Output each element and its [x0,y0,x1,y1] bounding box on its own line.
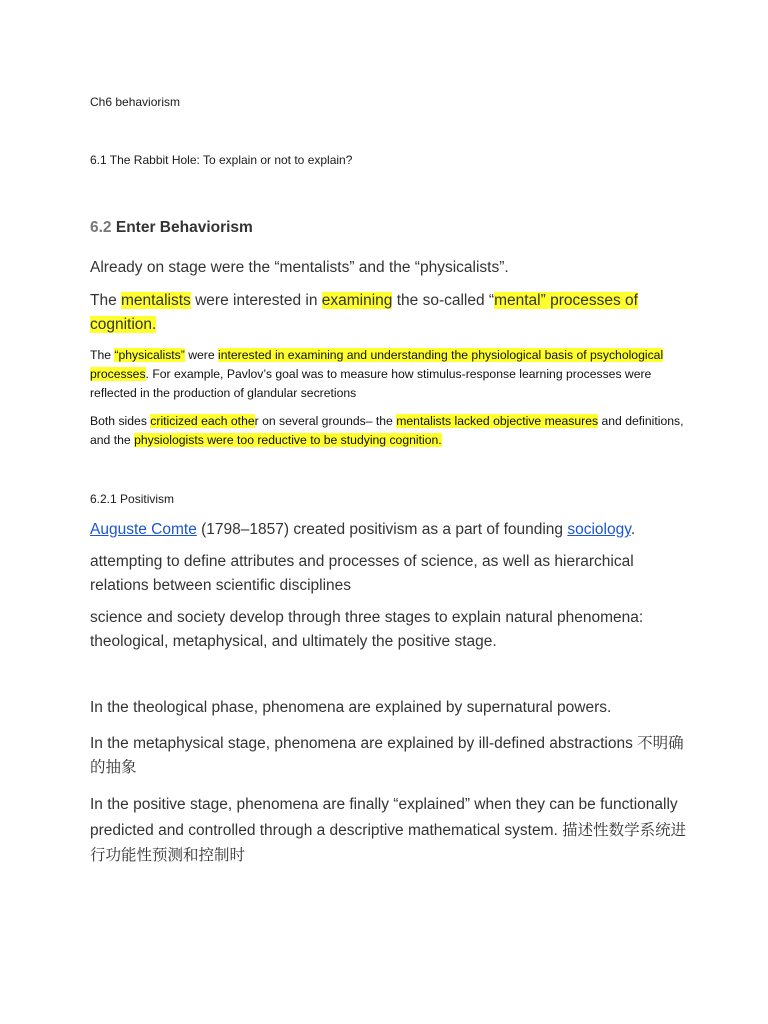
section-6-1-heading: 6.1 The Rabbit Hole: To explain or not to explain? [90,153,353,167]
section-6-2-title: Enter Behaviorism [115,219,253,236]
highlight-too-reductive: physiologists were too reductive to be studying cognition. [134,433,442,447]
highlight-criticized: criticized each othe [150,414,255,428]
text-segment: and definitions, and the [90,414,684,447]
theological-paragraph: In the theological phase, phenomena are explained by supernatural powers. [90,699,612,716]
section-6-2-heading [90,218,690,238]
three-stages-paragraph: science and society develop through three stages to explain natural phenomena: theological, metaphysical, and ultimately the positive stage. [90,609,644,650]
highlight-examining: examining [321,292,393,309]
section-6-2-number: 6.2 [90,219,112,236]
highlight-mental-processes: mental” processes of cognition. [90,292,638,333]
mentalists-paragraph [90,289,690,336]
intro-paragraph: Already on stage were the “mentalists” and the “physicalists”. [90,259,509,276]
both-sides-paragraph [90,412,690,450]
text-segment: were interested in [190,292,322,309]
text-segment: . For example, Pavlov’s goal was to measure how stimulus-response learning processes were reflected in the production of glandular secretions [90,367,652,400]
text-segment: were [184,348,219,362]
metaphysical-paragraph: In the metaphysical stage, phenomena are explained by ill-defined abstractions 不明确的抽象 [90,735,684,776]
section-6-2-1-heading: 6.2.1 Positivism [90,492,175,506]
text-segment: The [90,292,122,309]
text-segment: r on several grounds– the [254,414,397,428]
comte-paragraph [90,518,690,542]
text-segment: the so-called “ [392,292,495,309]
physicalists-paragraph [90,346,690,403]
positive-paragraph: In the positive stage, phenomena are finally “explained” when they can be functionally predicted and controlled through a descriptive mathematical system. 描述性数学系统进行功能性预测和控制时 [90,796,687,864]
text-segment: (1798–1857) created positivism as a part of founding [196,521,568,538]
text-segment: Both sides [90,414,151,428]
text-segment: . [630,521,636,538]
text-segment: The [90,348,115,362]
sociology-link[interactable]: sociology [567,521,631,538]
highlight-physicalists: “physicalists” [114,348,185,362]
attempting-paragraph: attempting to define attributes and processes of science, as well as hierarchical relations between scientific disciplines [90,553,634,594]
auguste-comte-link[interactable]: Auguste Comte [90,521,197,538]
highlight-lacked-measures: mentalists lacked objective measures [396,414,599,428]
highlight-physiological-basis: interested in examining and understanding the physiological basis of psychological processes [90,348,664,381]
chapter-title: Ch6 behaviorism [90,95,181,109]
highlight-mentalists: mentalists [121,292,191,309]
